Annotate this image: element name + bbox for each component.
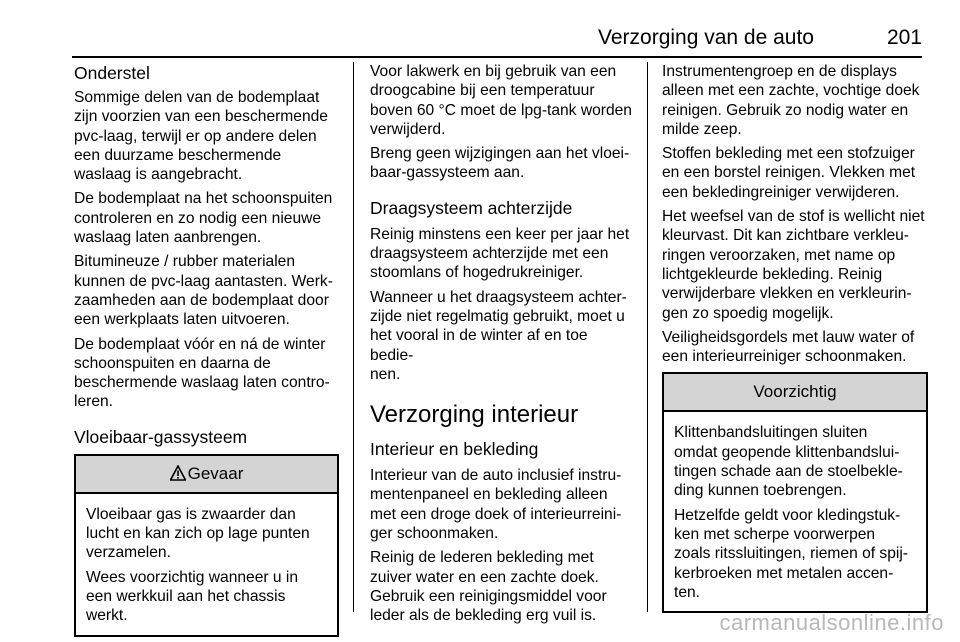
warning-triangle-icon <box>170 465 186 481</box>
column-left <box>74 62 339 637</box>
page-title: Verzorging van de auto <box>598 26 814 49</box>
watermark: carmanualsonline.info <box>719 610 944 635</box>
paragraph: Het weefsel van de stof is wellicht niet kleurvast. Dit kan zichtbare verkleu- ringen veroorzaken, met name op lichtgekleurde bekleding. Reinig verwijderbare vlekken en verkleurin- gen zo spoedig mogelijk. <box>662 208 925 322</box>
caution-box-header: Voorzichtig <box>664 374 926 412</box>
column-middle <box>370 62 634 631</box>
page-header <box>72 10 922 58</box>
paragraph: Interieur van de auto inclusief instru- mentenpaneel en bekleding alleen met een droge doek of interieurreini- ger schoonmaken. <box>370 467 622 543</box>
column-divider <box>353 62 354 612</box>
danger-box <box>74 454 339 637</box>
page-number: 201 <box>886 26 922 49</box>
danger-box-title: Gevaar <box>187 463 244 483</box>
column-divider <box>647 62 648 612</box>
paragraph: Bitumineuze / rubber materialen kunnen de pvc-laag aantasten. Werk- zaamheden aan de bodemplaat door een werkplaats laten uitvoeren. <box>74 253 333 329</box>
subheading-lpg-system: Vloeibaar-gassysteem <box>74 426 248 447</box>
paragraph: De bodemplaat na het schoonspuiten controleren en zo nodig een nieuwe waslaag laten aanbrengen. <box>74 190 333 247</box>
paragraph: Reinig minstens een keer per jaar het draagsysteem achterzijde met een stoomlans of hogedrukreiniger. <box>370 225 630 282</box>
subheading-interior-upholstery: Interieur en bekleding <box>370 439 539 460</box>
subheading-rear-carrier: Draagsysteem achterzijde <box>370 197 573 218</box>
paragraph: Wanneer u het draagsysteem achter- zijde niet regelmatig gebruikt, moet u het vooral in de winter af en toe bedie- nen. <box>370 288 627 383</box>
paragraph: Wees voorzichtig wanneer u in een werkkuil aan het chassis werkt. <box>86 568 299 625</box>
paragraph: Veiligheidsgordels met lauw water of een interieurreiniger schoonmaken. <box>662 328 915 366</box>
caution-box <box>662 372 928 613</box>
paragraph: De bodemplaat vóór en ná de winter schoonspuiten en daarna de beschermende waslaag laten contro- leren. <box>74 335 330 411</box>
paragraph: Hetzelfde geldt voor kledingstuk- ken met scherpe voorwerpen zoals ritssluitingen, riemen of spij- kerbroeken met metalen accen- ten. <box>674 506 908 601</box>
paragraph: Klittenbandsluitingen sluiten omdat geopende klittenbandslui- tingen schade aan de stoelbekle- ding kunnen toebrengen. <box>674 424 903 500</box>
section-heading-onderstel: Onderstel <box>74 63 150 83</box>
paragraph: Vloeibaar gas is zwaarder dan lucht en kan zich op lage punten verzamelen. <box>86 505 310 562</box>
section-heading-interior: Verzorging interieur <box>370 401 579 429</box>
paragraph: Voor lakwerk en bij gebruik van een droogcabine bij een temperatuur boven 60 °C moet de lpg-tank worden verwijderd. <box>370 63 632 138</box>
paragraph: Sommige delen van de bodemplaat zijn voorzien van een beschermende pvc-laag, terwijl er op andere delen een duurzame beschermende waslaag is aangebracht. <box>74 89 328 184</box>
paragraph: Instrumentengroep en de displays alleen met een zachte, vochtige doek reinigen. Gebruik zo nodig water en milde zeep. <box>662 63 920 138</box>
paragraph: Stoffen bekleding met een stofzuiger en een borstel reinigen. Vlekken met een bekledingreiniger verwijderen. <box>662 145 916 201</box>
paragraph: Breng geen wijzigingen aan het vloei- baar-gassysteem aan. <box>370 145 630 182</box>
danger-box-header <box>76 456 337 494</box>
paragraph: Reinig de lederen bekleding met zuiver water en een zachte doek. Gebruik een reinigingsmiddel voor leder als de bekleding erg vuil is. <box>370 549 607 625</box>
column-right <box>662 62 928 613</box>
